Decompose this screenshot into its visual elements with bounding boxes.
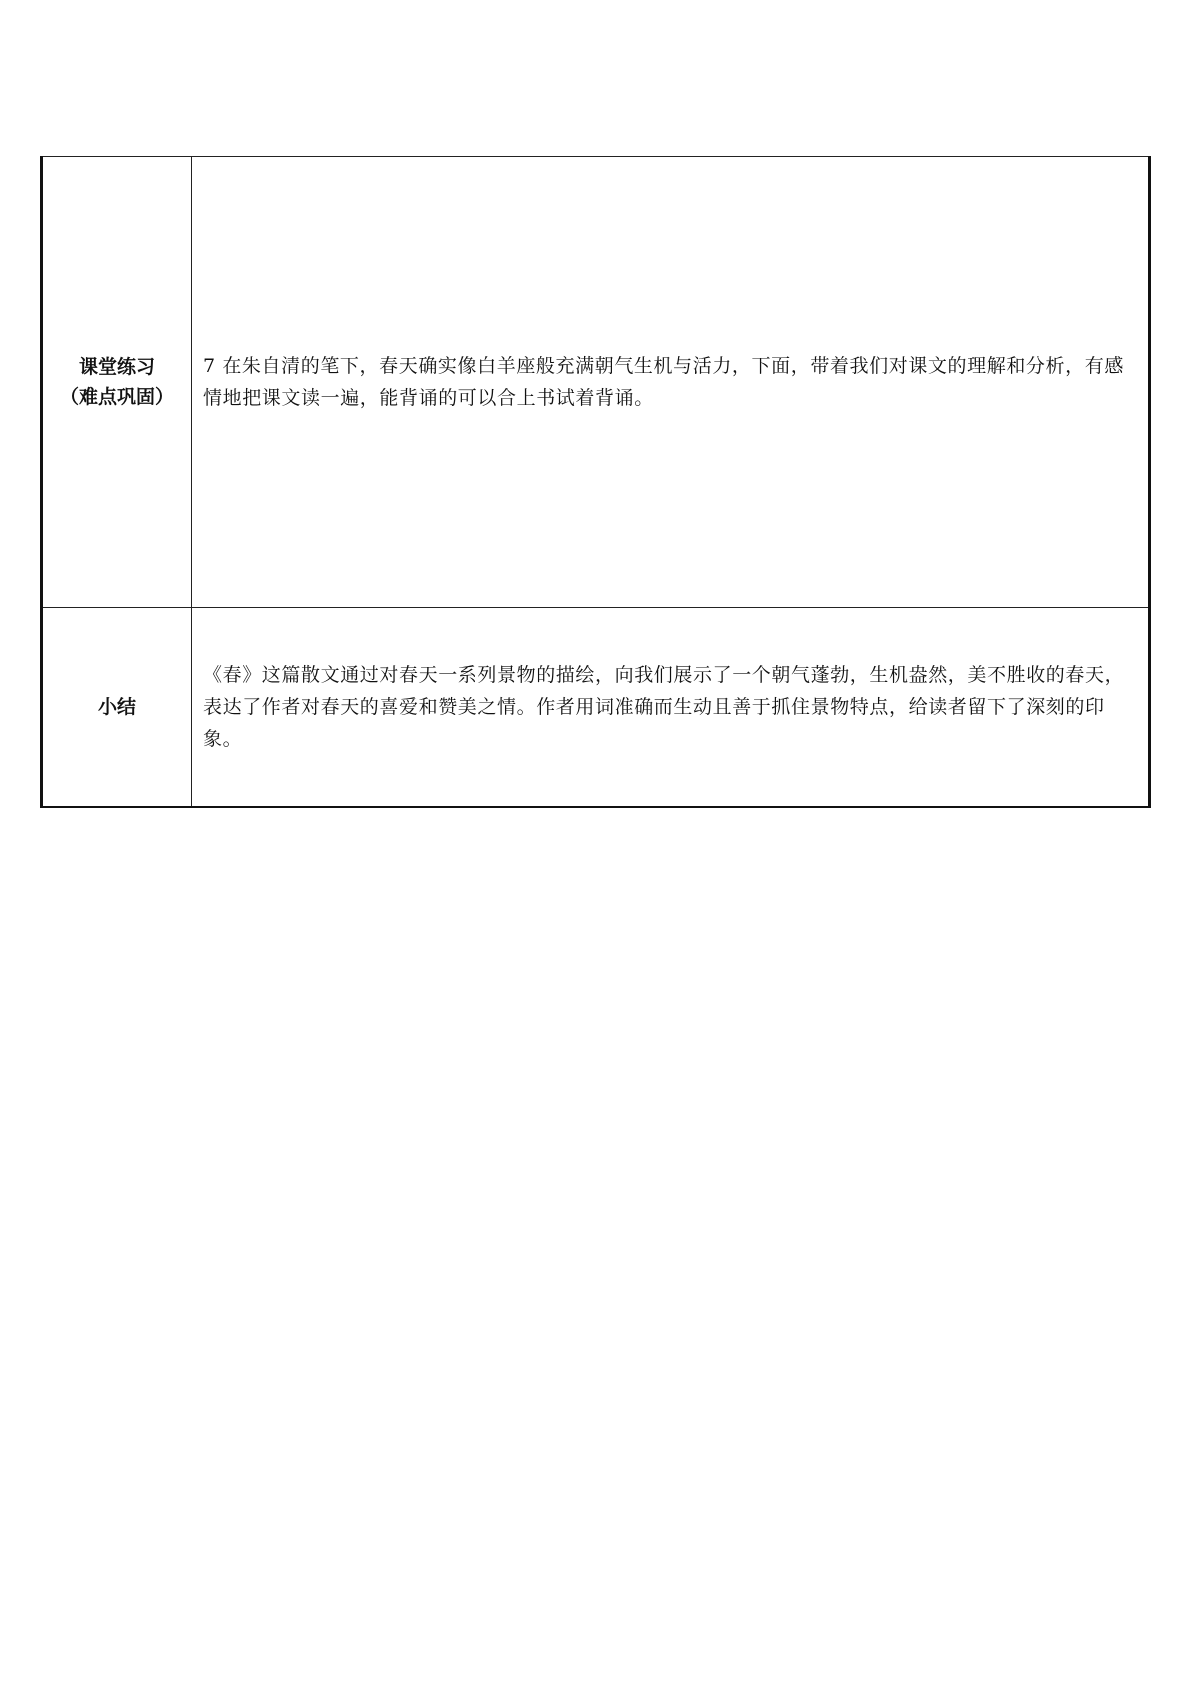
table-row-summary bbox=[42, 608, 1150, 808]
row-content-summary: 《春》这篇散文通过对春天一系列景物的描绘，向我们展示了一个朝气蓬勃，生机盎然，美不胜收的春天，表达了作者对春天的喜爱和赞美之情。作者用词准确而生动且善于抓住景物特点，给读者留下了深刻的印象。 bbox=[192, 608, 1150, 808]
row-content-classroom-exercise: 7 在朱自清的笔下，春天确实像白羊座般充满朝气生机与活力，下面，带着我们对课文的理解和分析，有感情地把课文读一遍，能背诵的可以合上书试着背诵。 bbox=[192, 157, 1150, 608]
row-label-summary bbox=[42, 608, 192, 808]
row-label-line: 小结 bbox=[97, 696, 136, 718]
table-row-classroom-exercise bbox=[42, 157, 1150, 608]
row-label-line: 课堂练习 bbox=[78, 356, 155, 378]
lesson-plan-table bbox=[40, 156, 1151, 808]
row-label-classroom-exercise bbox=[42, 157, 192, 608]
row-label-line: （难点巩固） bbox=[59, 386, 174, 408]
